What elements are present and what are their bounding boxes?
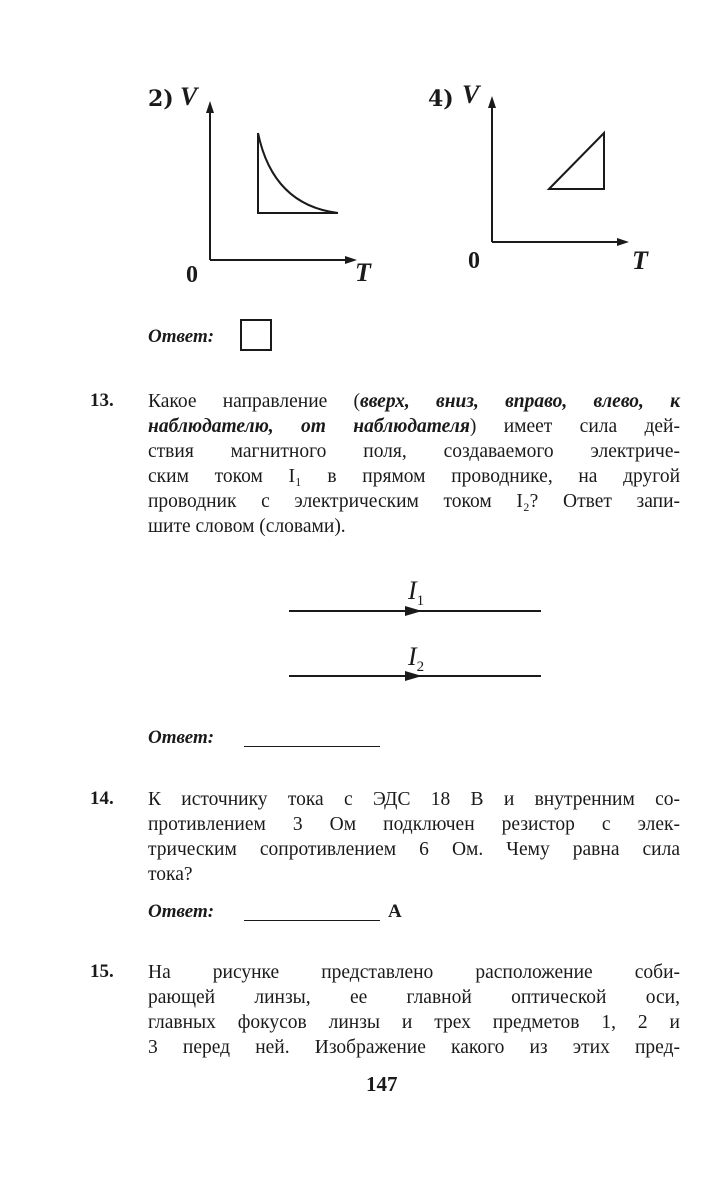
q14-line-2: противлением 3 Ом подключен резистор с элек- [148,814,680,835]
graph-4-origin: 0 [468,248,480,274]
q15-line-1: На рисунке представлено расположение соби- [148,962,680,983]
current-2-label: $I_2$ [408,642,425,676]
question-15-text [148,960,680,1060]
q14-line-1: К источнику тока с ЭДС 18 В и внутренним со- [148,789,680,810]
q13-line-1: Какое направление (вверх, вниз, вправо, влево, к [148,391,680,412]
q13-line-4: ским током I₁ в прямом проводнике, на другой [148,466,680,487]
q13-line-2: наблюдателю, от наблюдателя) имеет сила дей- [148,416,680,437]
answer-label-14: Ответ: [148,901,215,922]
question-14-number: 14. [90,788,114,809]
page-number: 147 [366,1072,398,1096]
graph-4-y-arrow [488,96,496,108]
q13-line-3: ствия магнитного поля, создаваемого электриче- [148,441,680,462]
question-14-text [148,787,680,887]
current-1-label: $I_1$ [408,576,425,610]
graph-2-y-axis-label: V [180,82,198,111]
answer-line-13[interactable] [244,746,380,747]
graph-2-origin: 0 [186,262,198,288]
answer-box-12[interactable] [240,319,272,351]
graph-2-y-arrow [206,101,214,113]
q15-line-4: 3 перед ней. Изображение какого из этих пред- [148,1037,680,1058]
graph-2-x-axis-label: T [355,258,371,287]
graph-4-process-triangle [549,133,604,189]
question-13-number: 13. [90,390,114,411]
q14-line-3: трическим сопротивлением 6 Ом. Чему равна сила [148,839,680,860]
graph-4-plot [477,90,637,255]
graph-2-plot [195,95,365,270]
conductor-2-arrow [405,671,422,681]
answer-line-14[interactable] [244,920,380,921]
graph-2-label: 2) [148,86,174,112]
graph-4-x-arrow [617,238,629,246]
graph-4-x-axis-label: T [632,246,648,275]
question-15-number: 15. [90,961,114,982]
graph-2-x-arrow [345,256,357,264]
q13-line-5: проводник с электрическим током I₂? Ответ запи- [148,491,680,512]
graph-2-process-lines [258,133,338,213]
q15-line-2: рающей линзы, ее главной оптической оси, [148,987,680,1008]
graph-2-process-curve [258,133,338,213]
answer-unit-14: А [388,901,402,922]
graph-4-label: 4) [428,86,454,112]
answer-label-13: Ответ: [148,727,215,748]
question-13-text [148,389,680,539]
q14-line-4: тока? [148,864,193,885]
graph-4-y-axis-label: V [462,80,480,109]
answer-label-12: Ответ: [148,326,215,347]
conductors-diagram [285,600,545,685]
q13-line-6: шите словом (словами). [148,516,346,537]
conductor-1-arrow [405,606,422,616]
q15-line-3: главных фокусов линзы и трех предметов 1, 2 и [148,1012,680,1033]
